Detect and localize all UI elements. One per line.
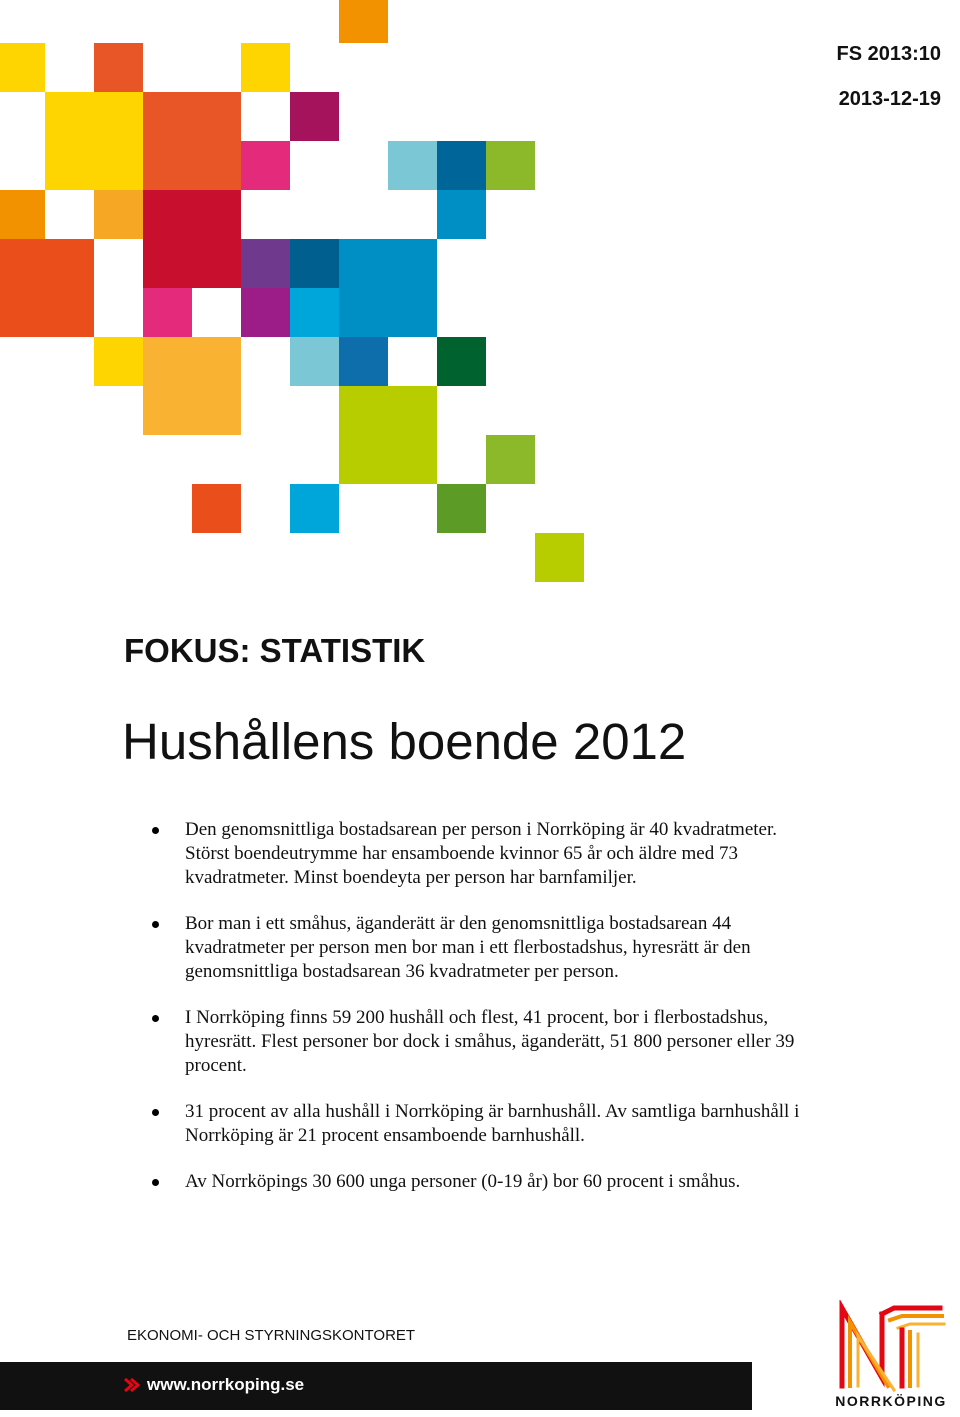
mosaic-square xyxy=(486,435,535,484)
key-findings-list xyxy=(150,818,810,1216)
mosaic-square xyxy=(241,141,290,190)
mosaic-square xyxy=(290,337,339,386)
section-kicker: FOKUS: STATISTIK xyxy=(124,632,426,669)
list-item xyxy=(150,1100,810,1148)
mosaic-square xyxy=(0,239,94,337)
list-item-text: Av Norrköpings 30 600 unga personer (0-19 år) bor 60 procent i småhus. xyxy=(185,1171,741,1192)
list-item xyxy=(150,1006,810,1078)
list-item xyxy=(150,818,810,890)
document-date: 2013-12-19 xyxy=(838,88,941,110)
norrkoping-logo-icon xyxy=(834,1300,948,1392)
mosaic-square xyxy=(143,190,241,288)
bullet-icon xyxy=(152,1015,159,1022)
mosaic-square xyxy=(339,0,388,43)
mosaic-square xyxy=(192,484,241,533)
mosaic-square xyxy=(535,533,584,582)
list-item-text: Den genomsnittliga bostadsarean per person i Norrköping är 40 kvadratmeter. Störst boendeutrymme har ensamboende kvinnor 65 år och äldre med 73 kvadratmeter. Minst boendeyta per person har barnfamiljer. xyxy=(185,819,777,888)
list-item xyxy=(150,1170,810,1194)
mosaic-square xyxy=(486,141,535,190)
bullet-icon xyxy=(152,1109,159,1116)
website-link[interactable]: www.norrkoping.se xyxy=(147,1375,305,1394)
footer-bar xyxy=(0,1362,752,1410)
mosaic-square xyxy=(290,484,339,533)
mosaic-square xyxy=(241,239,290,288)
mosaic-square xyxy=(290,92,339,141)
mosaic-square xyxy=(94,337,143,386)
mosaic-square xyxy=(437,190,486,239)
logo-wordmark: NORRKÖPING xyxy=(835,1393,947,1409)
mosaic-square xyxy=(290,239,339,288)
mosaic-square xyxy=(0,190,45,239)
bullet-icon xyxy=(152,1179,159,1186)
list-item-text: 31 procent av alla hushåll i Norrköping är barnhushåll. Av samtliga barnhushåll i Norrköping är 21 procent ensamboende barnhushåll. xyxy=(185,1101,800,1146)
norrkoping-logo xyxy=(830,1300,950,1412)
list-item-text: Bor man i ett småhus, äganderätt är den genomsnittliga bostadsarean 44 kvadratmeter per person men bor man i ett flerbostadshus, hyresrätt är den genomsnittliga bostadsarean 36 kvadratmeter per person. xyxy=(185,913,751,982)
mosaic-square xyxy=(437,484,486,533)
mosaic-square xyxy=(437,141,486,190)
department-name: EKONOMI- OCH STYRNINGSKONTORET xyxy=(127,1327,416,1344)
mosaic-square xyxy=(241,43,290,92)
mosaic-square xyxy=(94,43,143,92)
mosaic-square xyxy=(339,337,388,386)
mosaic-square xyxy=(290,288,339,337)
mosaic-square xyxy=(339,239,437,337)
mosaic-square xyxy=(143,337,241,435)
page-title: Hushållens boende 2012 xyxy=(122,713,687,770)
mosaic-square xyxy=(143,92,241,190)
mosaic-square xyxy=(437,337,486,386)
mosaic-square xyxy=(388,141,437,190)
mosaic-square xyxy=(45,92,143,190)
mosaic-square xyxy=(143,288,192,337)
bullet-icon xyxy=(152,827,159,834)
list-item xyxy=(150,912,810,984)
document-number: FS 2013:10 xyxy=(836,43,941,65)
list-item-text: I Norrköping finns 59 200 hushåll och flest, 41 procent, bor i flerbostadshus, hyresrätt. Flest personer bor dock i småhus, äganderätt, 51 800 personer eller 39 procent. xyxy=(185,1007,795,1076)
bullet-icon xyxy=(152,921,159,928)
mosaic-square xyxy=(0,43,45,92)
mosaic-square xyxy=(339,386,437,484)
arrow-right-icon xyxy=(122,1375,142,1395)
mosaic-square xyxy=(94,190,143,239)
color-mosaic-decoration xyxy=(0,0,600,600)
mosaic-square xyxy=(241,288,290,337)
